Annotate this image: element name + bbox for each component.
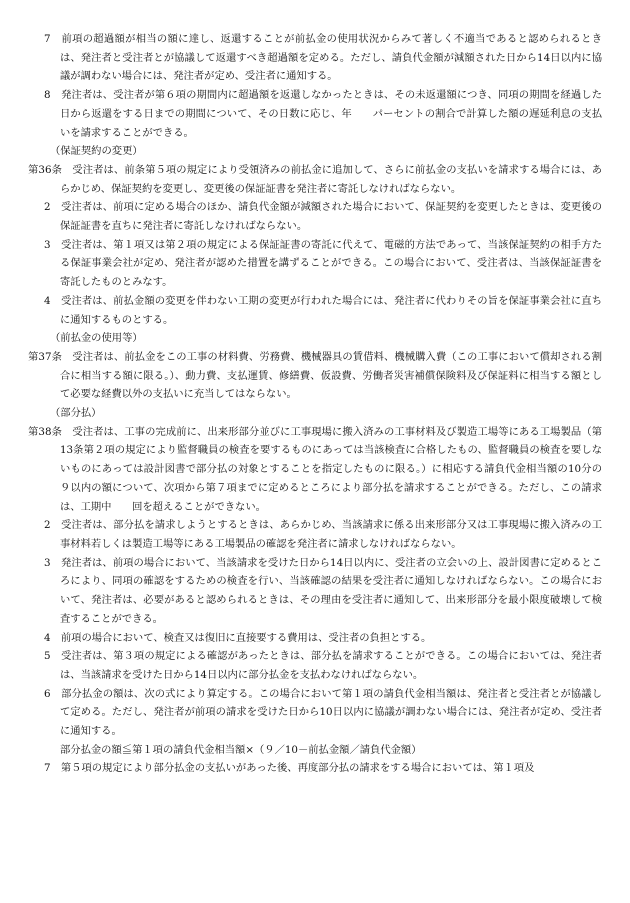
- paragraph-38-4: [44, 629, 602, 648]
- paragraph-text: 前項の場合において、検査又は復旧に直接要する費用は、受注者の負担とする。: [60, 631, 432, 644]
- paragraph-text: 発注者は、前項の場合において、当該請求を受けた日から14日以内に、受注者の立会いの上、設計図書に定めるところにより、同項の確認をするための検査を行い、当該確認の結果を受注者に通知しなければならない。この場合において、発注者は、必要があると認められるときは、その理由を受注者に通知して、出来形部分を最小限度破壊して検査することができる。: [60, 556, 602, 625]
- paragraph-38-5: [44, 647, 602, 684]
- article-text: 受注者は、工事の完成前に、出来形部分並びに工事現場に搬入済みの工事材料及び製造工場等にある工場製品（第13条第２項の規定により監督職員の検査を要するものにあっては当該検査に合格したもの、監督職員の検査を要しないものにあっては設計図書で部分払の対象とすることを指定したものに限る。）に相応する請負代金相当額の10分の９以内の額について、次項から第７項までに定めるところにより部分払を請求することができる。ただし、この請求は、工期中 回を超えることができない。: [60, 425, 602, 513]
- section-heading: （前払金の使用等）: [50, 332, 143, 345]
- paragraph-38-7: [44, 759, 602, 778]
- paragraph-text: 受注者は、前払金額の変更を伴わない工期の変更が行われた場合には、発注者に代わりその旨を保証事業会社に直ちに通知するものとする。: [60, 294, 603, 326]
- paragraph-number: 4: [44, 631, 51, 644]
- paragraph-number: 2: [44, 201, 51, 214]
- paragraph-number: 6: [44, 687, 51, 700]
- formula-line: 部分払金の額≦第１項の請負代金相当額×（９／10－前払金額／請負代金額）: [60, 743, 422, 756]
- paragraph-36-3: [44, 236, 602, 292]
- paragraph-text: 発注者は、受注者が第６項の期間内に超過額を返還しなかったときは、その未返還額につき、同項の期間を経過した日から返還をする日までの期間について、その日数に応じ、年 パーセントの割合で計算した額の遅延利息の支払いを請求することができる。: [60, 89, 603, 139]
- paragraph-number: 7: [44, 33, 51, 45]
- paragraph-text: 第５項の規定により部分払金の支払いがあった後、再度部分払の請求をする場合においては、第１項及: [60, 762, 535, 775]
- paragraph-number: 7: [44, 762, 51, 775]
- section-heading: （保証契約の変更）: [50, 145, 143, 158]
- paragraph-text: 受注者は、第３項の規定による確認があったときは、部分払を請求することができる。この場合においては、発注者は、当該請求を受けた日から14日以内に部分払金を支払わなければならない。: [60, 650, 602, 681]
- paragraph-8: [44, 86, 602, 142]
- paragraph-38-2: [44, 516, 602, 553]
- paragraph-text: 部分払金の額は、次の式により算定する。この場合において第１項の請負代金相当額は、発注者と受注者とが協議して定める。ただし、発注者が前項の請求を受けた日から10日以内に協議が調わない場合には、発注者が定め、受注者に通知する。: [60, 687, 603, 738]
- paragraph-38-6: [44, 685, 602, 741]
- paragraph-number: 3: [44, 556, 51, 569]
- paragraph-number: 8: [44, 89, 51, 102]
- paragraph-number: 4: [44, 294, 51, 307]
- paragraph-number: 3: [44, 238, 51, 251]
- paragraph-36-4: [44, 292, 602, 329]
- paragraph-7: [44, 30, 602, 86]
- section-heading: （部分払）: [50, 407, 102, 420]
- article-37: [28, 348, 602, 404]
- article-number: 第37条: [28, 350, 62, 363]
- paragraph-text: 受注者は、前項に定める場合のほか、請負代金額が減額された場合において、保証契約を変更したときは、変更後の保証証書を直ちに発注者に寄託しなければならない。: [60, 201, 603, 233]
- article-36: [28, 161, 602, 198]
- article-number: 第36条: [28, 163, 62, 176]
- paragraph-number: 5: [44, 650, 51, 663]
- paragraph-number: 2: [44, 519, 51, 532]
- paragraph-36-2: [44, 198, 602, 235]
- paragraph-38-3: [44, 554, 602, 629]
- article-text: 受注者は、前条第５項の規定により受領済みの前払金に追加して、さらに前払金の支払いを請求する場合には、あらかじめ、保証契約を変更し、変更後の保証証書を発注者に寄託しなければならない。: [60, 163, 602, 195]
- paragraph-text: 受注者は、部分払を請求しようとするときは、あらかじめ、当該請求に係る出来形部分又は工事現場に搬入済みの工事材料若しくは製造工場等にある工場製品の確認を発注者に請求しなければならない。: [60, 519, 602, 550]
- article-text: 受注者は、前払金をこの工事の材料費、労務費、機械器具の賃借料、機械購入費（この工事において償却される割合に相当する額に限る。）、動力費、支払運賃、修繕費、仮設費、労働者災害補償保険料及び保証料に相当する額として必要な経費以外の支払いに充当してはならない。: [60, 350, 602, 401]
- paragraph-text: 前項の超過額が相当の額に達し、返還することが前払金の使用状況からみて著しく不適当であると認められるときは、発注者と受注者とが協議して返還すべき超過額を定める。ただし、請負代金額が減額された日から14日以内に協議が調わない場合には、発注者が定め、受注者に通知する。: [60, 33, 603, 83]
- article-number: 第38条: [28, 425, 62, 438]
- paragraph-text: 受注者は、第１項又は第２項の規定による保証証書の寄託に代えて、電磁的方法であって、当該保証契約の相手方たる保証事業会社が定め、発注者が認めた措置を講ずることができる。この場合において、受注者は、当該保証証書を寄託したものとみなす。: [60, 238, 603, 289]
- article-38: [28, 423, 602, 517]
